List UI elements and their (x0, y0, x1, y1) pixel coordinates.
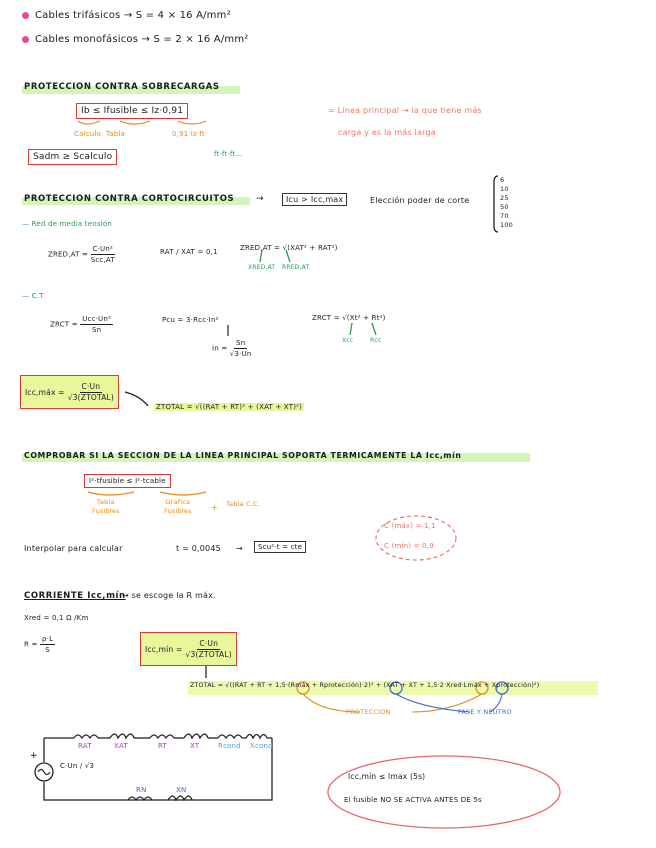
label-r-cond: Rcond (218, 742, 241, 750)
imax-arrow (125, 392, 148, 406)
source-label: C·Un / √3 (60, 762, 95, 770)
i2t-formula: I²·tfusible ≤ I²·tcable (84, 474, 171, 488)
pcu-formula: Pcu = 3·Rcc·In² (162, 316, 219, 324)
label-x-at: XAT (114, 742, 128, 750)
brace-3 (178, 121, 206, 124)
overload-title: PROTECCION CONTRA SOBRECARGAS (24, 82, 220, 92)
overload-formula: Ib ≤ Ifusible ≤ Iz·0,91 (76, 103, 188, 119)
icu-formula: Icu > Icc,max (282, 193, 347, 206)
green-arrow-3 (350, 323, 352, 335)
brace-5 (160, 492, 206, 495)
label-x-cond: Xcond (250, 742, 273, 750)
note-line-1: = Línea principal → la que tiene más (328, 106, 482, 115)
z-red-sub1: XRED,AT (248, 264, 276, 271)
z-ct-formula: ZRCT = $\frac{\text{Ucc·Un²}}{Sn}$ (50, 315, 112, 334)
minimum-title: CORRIENTE Icc,mín (24, 591, 126, 601)
conclusion-ellipse (328, 756, 560, 828)
label-tabla-fusibles: Tabla Fusibles (92, 498, 120, 515)
label-x-n: XN (176, 786, 187, 794)
conclusion-line-2: El fusible NO SE ACTIVA ANTES DE 5s (344, 796, 482, 804)
z-red-sub2: RRED,AT (282, 264, 310, 271)
short-title: PROTECCION CONTRA CORTOCIRCUITOS (24, 194, 235, 204)
svg-text:+: + (30, 751, 38, 761)
brace-2 (120, 121, 150, 124)
z-red-sqrt: ZRED,AT = √(XAT² + RAT²) (240, 244, 338, 252)
r-ratio: RAT / XAT = 0,1 (160, 248, 218, 256)
imin-formula: Icc,mín = $\frac{C\cdot Un}{\text{√3(ZTOTAL)}}$ (140, 632, 237, 666)
c-max: C (máx) = 1,1 (384, 522, 436, 530)
label-r-n: RN (136, 786, 147, 794)
r-formula: R = $\frac{\rho\cdot L}{S}$ (24, 635, 54, 654)
header-line-2: Cables monofásicos → S = 2 × 16 A/mm² (22, 34, 248, 45)
xred-value: Xred = 0,1 Ω /Km (24, 614, 89, 622)
label-r-t: RT (158, 742, 168, 750)
label-r-at: RAT (78, 742, 92, 750)
label-proteccion: PROTECCION (346, 708, 391, 716)
mt-label: — Red de media tensión (22, 220, 112, 228)
brace-4 (88, 492, 134, 495)
arrow-glyph: → (256, 194, 264, 204)
t-value: t = 0,0045 (176, 544, 221, 553)
z-ct-sub1: Xcc (342, 337, 354, 344)
label-factors-a: 0,91·Iz·ft (172, 130, 205, 138)
z-red-formula: ZRED,AT = $\frac{\text{C·Un²}}{\text{Scc,AT}}$ (48, 245, 115, 264)
brace-1 (78, 121, 100, 124)
label-tabla-cc: Tabla C.C. (226, 500, 261, 508)
c-min: C (mín) = 0,9 (384, 542, 434, 550)
ztotal-max-formula: ZTOTAL = √((RAT + RT)² + (XAT + XT)²) (156, 403, 303, 411)
plus-sign: + (211, 503, 218, 512)
minimum-arrow-text: → se escoge la R máx. (122, 591, 216, 600)
note-line-2: carga y es la más larga (338, 128, 436, 137)
interp-text: Interpolar para calcular (24, 544, 123, 553)
conclusion-line-1: Icc,mín ≤ Imax (5s) (348, 772, 426, 781)
label-grafica-fusibles: Grafica Fusibles (164, 498, 192, 515)
verify-title: COMPROBAR SI LA SECCION DE LA LINEA PRINCIPAL SOPORTA TERMICAMENTE LA Icc,mín (24, 451, 462, 460)
cable-formula: Scu²·t = cte (254, 541, 306, 553)
levels-list: 6 10 25 50 70 100 (500, 176, 514, 229)
label-x-t: XT (190, 742, 200, 750)
label-fase-neutro: FASE Y NEUTRO (458, 708, 512, 716)
z-ct-sub2: Rcc (370, 337, 382, 344)
green-arrow-4 (372, 323, 376, 335)
z-ct-sqrt: ZRCT = √(Xt² + Rt²) (312, 314, 386, 322)
poder-corte-text: Elección poder de corte (370, 196, 470, 205)
label-factors-b: ft·ft·ft... (214, 150, 243, 158)
ztotal-min-formula: ZTOTAL = √((RAT + RT + 1,5·(Rmáx + Rprotección)·2)² + (XAT + XT + 1,5·2·Xred·Lmáx + Xprotección)²) (190, 682, 540, 689)
label-calculo: Calculo Tabla (74, 130, 125, 138)
imax-formula: Icc,máx = $\frac{C\cdot Un}{\text{√3(ZTOTAL)}}$ (20, 375, 119, 409)
bullet-icon (22, 12, 29, 19)
arrow-glyph: → (236, 544, 243, 553)
section-formula: Sadm ≥ Scalculo (28, 149, 117, 165)
levels-bracket (494, 176, 498, 232)
header-line-1: Cables trifásicos → S = 4 × 16 A/mm² (22, 10, 231, 21)
bullet-icon (22, 36, 29, 43)
in-formula: In = $\frac{Sn}{√3\cdot Un}$ (212, 339, 252, 358)
ct-label: — C.T (22, 292, 44, 300)
